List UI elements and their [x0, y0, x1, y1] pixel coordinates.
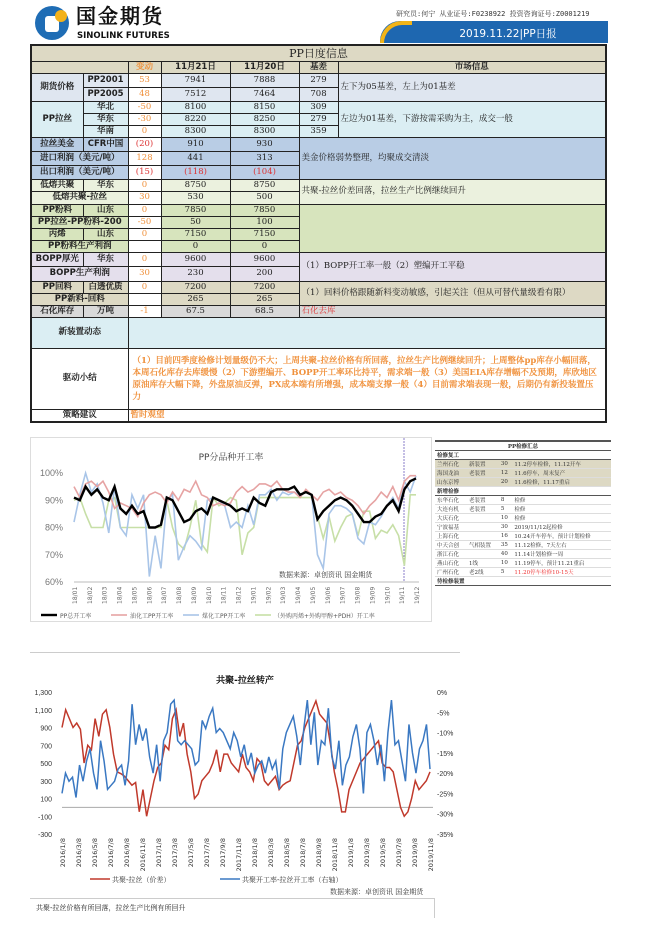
value-nov21: 7200	[161, 281, 230, 293]
change-value: 0	[128, 125, 161, 137]
row-region: 白透优质	[83, 281, 128, 293]
x-tick-label: 19/02	[265, 586, 273, 604]
x-tick-label: 18/07	[161, 586, 169, 604]
value-nov21: 7850	[161, 204, 230, 216]
maintenance-cell: 新装置	[467, 460, 499, 469]
table-title: PP日度信息	[31, 45, 606, 61]
y2-tick-label: -10%	[437, 730, 454, 738]
value-nov21: 7941	[161, 73, 230, 87]
row-name: PP拉丝-PP粉料-200	[31, 216, 128, 228]
x-tick-label: 2018/3/8	[267, 838, 275, 868]
x-tick-label: 18/04	[116, 586, 124, 604]
row-name: BOPP生产利润	[31, 267, 128, 282]
value-nov20: 7150	[230, 228, 299, 240]
x-tick-label: 2016/3/8	[75, 838, 83, 868]
inventory-label: 石化库存	[31, 305, 83, 317]
header-blank	[31, 61, 128, 73]
row-region: 山东	[83, 228, 128, 240]
y2-tick-label: -5%	[437, 710, 450, 718]
value-nov20: 8300	[230, 125, 299, 137]
x-tick-label: 19/10	[384, 586, 392, 604]
row-name: PP2005	[83, 87, 128, 101]
x-tick-label: 19/01	[250, 586, 258, 604]
legend-label: 煤化工PP开工率	[202, 613, 246, 620]
value-nov20: 8150	[230, 101, 299, 113]
header-market-info: 市场信息	[338, 61, 606, 73]
x-tick-label: 18/08	[176, 586, 184, 604]
x-tick-label: 2016/9/8	[123, 838, 131, 868]
maintenance-cell: 广州石化	[435, 568, 467, 577]
change-value: 0	[128, 204, 161, 216]
usd-market-info: 美金价格弱势整理，均聚成交清淡	[299, 137, 606, 179]
x-tick-label: 19/09	[369, 586, 377, 604]
maintenance-cell	[467, 478, 499, 487]
source-text: 数据来源：卓创资讯 国金期货	[330, 888, 424, 896]
section-new-maintenance: 新增检修	[435, 487, 611, 496]
change-value: 48	[128, 87, 161, 101]
x-tick-label: 2017/11/8	[235, 838, 243, 872]
value-nov21: 441	[161, 151, 230, 165]
y-tick-label: 700	[40, 743, 52, 751]
value-nov20: 7850	[230, 204, 299, 216]
new-units-text	[128, 317, 606, 348]
logo-dot	[55, 10, 67, 22]
value-nov21: 67.5	[161, 305, 230, 317]
chart-note: 共聚-拉丝价格有所回落，拉丝生产比例有所回升	[36, 904, 186, 912]
value-nov20: 68.5	[230, 305, 299, 317]
basis-value: 309	[299, 101, 338, 113]
maintenance-cell: 11.20停车检修10-15天	[512, 568, 611, 577]
value-nov20: 313	[230, 151, 299, 165]
y2-tick-label: -25%	[437, 791, 454, 799]
legend-label: （外购丙烯+外购甲醇+PDH）开工率	[274, 613, 375, 620]
maintenance-cell: 11.19停车，预计11.21重启	[512, 559, 611, 568]
maintenance-cell: 老装置	[467, 505, 499, 514]
recycled-market-info: （1）回料价格跟随新料变动敏感，引起关注（但从可替代量级看有限）	[299, 281, 606, 305]
maintenance-cell: 东华石化	[435, 496, 467, 505]
maintenance-cell: 中天合创	[435, 541, 467, 550]
maintenance-cell	[467, 523, 499, 532]
change-value: 30	[128, 192, 161, 205]
value-nov21: 8750	[161, 179, 230, 192]
change-value: (20)	[128, 137, 161, 151]
change-value: 30	[128, 267, 161, 282]
maintenance-cell: 上海石化	[435, 532, 467, 541]
y2-tick-label: -30%	[437, 811, 454, 819]
maintenance-cell: 气相装置	[467, 541, 499, 550]
bopp-market-info: （1）BOPP开工率一般（2）塑编开工平稳	[299, 252, 606, 281]
logo-text-cn: 国金期货	[76, 4, 164, 28]
x-tick-label: 2017/3/8	[171, 838, 179, 868]
chart-title: PP分品种开工率	[198, 453, 264, 463]
x-tick-label: 18/03	[101, 586, 109, 604]
basis-value: 279	[299, 113, 338, 125]
maintenance-summary-table	[435, 440, 611, 586]
change-value: 128	[128, 151, 161, 165]
header-basis: 基差	[299, 61, 338, 73]
value-nov21: 230	[161, 267, 230, 282]
maintenance-cell: 老2线	[467, 568, 499, 577]
y2-tick-label: -35%	[437, 832, 454, 839]
value-nov20: 200	[230, 267, 299, 282]
legend-label: 共聚开工率-拉丝开工率（右轴）	[242, 876, 343, 884]
maintenance-cell: 2019/11/12起检修	[512, 523, 611, 532]
y-tick-label: 100%	[39, 468, 63, 478]
maintenance-cell: 11.2停车检修，11.12开车	[512, 460, 611, 469]
y-tick-label: 300	[40, 778, 52, 786]
source-text: 数据来源：卓创资讯 国金期货	[279, 571, 373, 579]
x-tick-label: 18/10	[205, 586, 213, 604]
maintenance-cell: 检修	[512, 514, 611, 523]
row-name: 华北	[83, 101, 128, 113]
maintenance-cell: 10	[499, 559, 513, 568]
row-region: 山东	[83, 204, 128, 216]
maintenance-cell: 燕山石化	[435, 559, 467, 568]
x-tick-label: 2018/1/8	[251, 838, 259, 868]
value-nov20: 100	[230, 216, 299, 228]
change-value: -1	[128, 305, 161, 317]
maintenance-cell: 40	[499, 550, 513, 559]
y-tick-label: 500	[40, 761, 52, 768]
row-name: 出口利润（美元/吨）	[31, 165, 128, 179]
maintenance-cell: 兰州石化	[435, 460, 467, 469]
change-value: 53	[128, 73, 161, 87]
value-nov21: 0	[161, 240, 230, 252]
change-value: (15)	[128, 165, 161, 179]
legend-label: PP总开工率	[60, 613, 92, 620]
maintenance-cell: 30	[499, 460, 513, 469]
x-tick-label: 2017/7/8	[203, 838, 211, 868]
strategy-text: 暂时观望	[128, 409, 606, 422]
x-tick-label: 19/11	[399, 586, 407, 604]
x-tick-label: 2019/5/8	[379, 838, 387, 868]
x-tick-label: 2019/7/8	[395, 838, 403, 868]
x-tick-label: 19/12	[414, 586, 421, 604]
maintenance-cell: 大庆石化	[435, 514, 467, 523]
maintenance-cell	[467, 550, 499, 559]
maintenance-cell: 8	[499, 496, 513, 505]
change-value: 0	[128, 228, 161, 240]
maintenance-cell: 检修	[512, 505, 611, 514]
maintenance-cell: 1线	[467, 559, 499, 568]
row-name: 低熔共聚	[31, 179, 83, 192]
x-tick-label: 19/07	[339, 586, 347, 604]
maintenance-cell: 16	[499, 532, 513, 541]
drivers-label: 驱动小结	[31, 348, 128, 409]
x-tick-label: 19/05	[309, 586, 317, 604]
futures-label: 期货价格	[31, 73, 83, 101]
value-nov20: 7200	[230, 281, 299, 293]
row-name: PP新料-回料	[31, 293, 128, 305]
series-line-0	[74, 478, 416, 527]
value-nov20: 8750	[230, 179, 299, 192]
x-tick-label: 2016/1/8	[59, 838, 67, 868]
x-tick-label: 2018/11/8	[331, 838, 339, 872]
row-region: 华东	[83, 252, 128, 267]
x-tick-label: 18/06	[146, 586, 154, 604]
maintenance-cell	[467, 532, 499, 541]
value-nov21: 7150	[161, 228, 230, 240]
value-nov20: 500	[230, 192, 299, 205]
y-tick-label: 80%	[44, 522, 63, 533]
drawn-market-info: 左边为01基差，下游按需采购为主，成交一般	[338, 101, 606, 137]
row-name: 低熔共聚-拉丝	[31, 192, 128, 205]
drawn-label: PP拉丝	[31, 101, 83, 137]
maintenance-cell: 12	[499, 469, 513, 478]
maintenance-cell: 11.6停车，周末复产	[512, 469, 611, 478]
x-tick-label: 19/06	[324, 586, 332, 604]
x-tick-label: 18/02	[86, 586, 94, 604]
row-name: PP粉料生产利润	[31, 240, 128, 252]
row-name: 华东	[83, 113, 128, 125]
y2-tick-label: -20%	[437, 771, 454, 779]
header-change: 变动	[128, 61, 161, 73]
x-tick-label: 18/01	[72, 586, 79, 604]
row-name: 拉丝美金	[31, 137, 83, 151]
value-nov21: 8100	[161, 101, 230, 113]
powder-market-info	[299, 204, 606, 252]
value-nov20: 265	[230, 293, 299, 305]
series-line-1	[62, 700, 430, 797]
value-nov20: 7464	[230, 87, 299, 101]
y-tick-label: 90%	[44, 495, 63, 506]
y-tick-label: 70%	[44, 549, 63, 560]
x-tick-label: 2017/5/8	[187, 838, 195, 868]
chart-title: 共聚-拉丝转产	[216, 676, 274, 686]
value-nov21: 910	[161, 137, 230, 151]
x-tick-label: 2019/3/8	[363, 838, 371, 868]
drivers-text: （1）目前四季度检修计划量级仍不大；上周共聚-拉丝价格有所回落，拉丝生产比例继续回升；上周整体pp库存小幅回落，本周石化库存去库缓慢（2）下游塑编开、BOPP开工率环比持平，需求端一般（3）美国EIA库存增幅不及预期，库欣地区原油库存大幅下降，外盘原油反弹，PX成本端有所增强，成本端支撑一般（4）目前需求端表现一般，后期仍有新投装置压力	[128, 348, 606, 409]
maintenance-cell: 浙江石化	[435, 550, 467, 559]
x-tick-label: 19/08	[354, 586, 362, 604]
x-tick-label: 19/04	[295, 586, 303, 604]
maintenance-cell: 10.24开车停车，预计计划检修	[512, 532, 611, 541]
analyst-info: 研究员:何宁 从业证号:F0238922 投资咨询证号:Z0001219	[396, 10, 590, 18]
change-value	[128, 293, 161, 305]
maintenance-cell: 检修	[512, 496, 611, 505]
logo-text-en: SINOLINK FUTURES	[77, 31, 170, 41]
x-tick-label: 2019/11/8	[427, 838, 435, 872]
y-tick-label: 100	[40, 796, 52, 804]
value-nov21: 530	[161, 192, 230, 205]
report-date-title: 2019.11.22|PP日报	[459, 28, 557, 40]
value-nov21: 7512	[161, 87, 230, 101]
maintenance-cell: 11.12检修，7天左右	[512, 541, 611, 550]
x-tick-label: 2019/1/8	[347, 838, 355, 868]
inventory-unit: 万吨	[83, 305, 128, 317]
value-nov20: 930	[230, 137, 299, 151]
daily-info-table	[30, 44, 607, 423]
maintenance-cell: 海国龙油	[435, 469, 467, 478]
header-nov21: 11月21日	[161, 61, 230, 73]
x-tick-label: 18/12	[235, 586, 243, 604]
x-tick-label: 19/03	[280, 586, 288, 604]
x-tick-label: 2017/9/8	[219, 838, 227, 868]
futures-market-info: 左下为05基差，左上为01基差	[338, 73, 606, 101]
change-value: 0	[128, 281, 161, 293]
y-tick-label: 60%	[44, 577, 63, 587]
y-tick-label: -300	[37, 832, 52, 839]
new-units-label: 新装置动态	[31, 317, 128, 348]
change-value: -50	[128, 216, 161, 228]
maintenance-cell: 10	[499, 514, 513, 523]
row-name: 丙烯	[31, 228, 83, 240]
row-region: CFR中国	[83, 137, 128, 151]
row-name: 进口利润（美元/吨）	[31, 151, 128, 165]
maintenance-cell: 35	[499, 541, 513, 550]
copoly-market-info: 共聚-拉丝价差回落，拉丝生产比例继续回升	[299, 179, 606, 204]
change-value: -30	[128, 113, 161, 125]
value-nov20: (104)	[230, 165, 299, 179]
x-tick-label: 18/05	[131, 586, 139, 604]
maintenance-cell: 大连有机	[435, 505, 467, 514]
maintenance-cell: 30	[499, 523, 513, 532]
maintenance-cell: 20	[499, 478, 513, 487]
value-nov21: 8300	[161, 125, 230, 137]
header-nov20: 11月20日	[230, 61, 299, 73]
row-name: PP回料	[31, 281, 83, 293]
value-nov21: 9600	[161, 252, 230, 267]
basis-value: 279	[299, 73, 338, 87]
copolymer-drawn-chart	[30, 652, 460, 899]
row-name: PP2001	[83, 73, 128, 87]
x-tick-label: 2017/1/8	[155, 838, 163, 868]
basis-value: 359	[299, 125, 338, 137]
section-pending: 待检修装置	[435, 577, 611, 586]
legend-label: 油化工PP开工率	[130, 613, 174, 620]
maintenance-cell: 老装置	[467, 496, 499, 505]
change-value: 0	[128, 252, 161, 267]
y-tick-label: 900	[40, 725, 52, 733]
value-nov20: 9600	[230, 252, 299, 267]
maintenance-title: PP检修汇总	[435, 441, 611, 451]
row-name: BOPP厚光	[31, 252, 83, 267]
value-nov20: 0	[230, 240, 299, 252]
value-nov21: 50	[161, 216, 230, 228]
maintenance-cell: 11.14计划检修一周	[512, 550, 611, 559]
pp-operating-rate-chart	[30, 437, 432, 622]
change-value: 0	[128, 179, 161, 192]
x-tick-label: 2018/9/8	[315, 838, 323, 868]
value-nov21: 8220	[161, 113, 230, 125]
x-tick-label: 2016/11/8	[139, 838, 147, 872]
maintenance-cell	[467, 514, 499, 523]
strategy-label: 策略建议	[31, 409, 128, 422]
row-region: 华东	[83, 179, 128, 192]
legend-label: 共聚-拉丝（价差）	[112, 876, 171, 884]
inventory-info: 石化去库	[299, 305, 606, 317]
x-tick-label: 2016/7/8	[107, 838, 115, 868]
y2-tick-label: -15%	[437, 750, 454, 758]
change-value: -50	[128, 101, 161, 113]
row-name: PP粉料	[31, 204, 83, 216]
x-tick-label: 2018/5/8	[283, 838, 291, 868]
section-restart: 检修复工	[435, 451, 611, 460]
maintenance-cell: 5	[499, 505, 513, 514]
maintenance-cell: 老装置	[467, 469, 499, 478]
y-tick-label: -100	[37, 814, 52, 822]
y-tick-label: 1,300	[34, 690, 52, 697]
x-tick-label: 2018/7/8	[299, 838, 307, 868]
x-tick-label: 18/11	[220, 586, 228, 604]
value-nov21: (118)	[161, 165, 230, 179]
maintenance-cell: 宁波福基	[435, 523, 467, 532]
x-tick-label: 2016/5/8	[91, 838, 99, 868]
value-nov21: 265	[161, 293, 230, 305]
row-name: 华南	[83, 125, 128, 137]
maintenance-cell: 11.6检修，11.17重启	[512, 478, 611, 487]
y2-tick-label: 0%	[437, 690, 448, 697]
maintenance-cell: 山东京博	[435, 478, 467, 487]
x-tick-label: 18/09	[190, 586, 198, 604]
x-tick-label: 2019/9/8	[411, 838, 419, 868]
value-nov20: 7888	[230, 73, 299, 87]
change-value	[128, 240, 161, 252]
value-nov20: 8250	[230, 113, 299, 125]
basis-value: 708	[299, 87, 338, 101]
y-tick-label: 1,100	[34, 707, 52, 715]
maintenance-cell: 5	[499, 568, 513, 577]
